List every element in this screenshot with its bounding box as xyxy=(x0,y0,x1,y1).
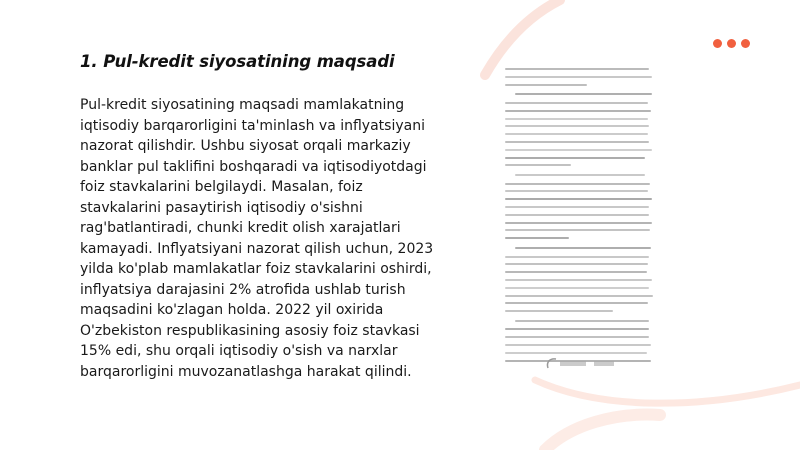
document-text-line xyxy=(515,247,651,249)
document-text-line xyxy=(505,287,649,289)
document-text-line xyxy=(505,295,653,297)
top-arc xyxy=(485,0,560,75)
slide-paragraph: Pul-kredit siyosatining maqsadi mamlakatning iqtisodiy barqarorligini ta'minlash va inflyatsiyani nazorat qilishdir. Ushbu siyosat orqali markaziy banklar pul taklifini boshqaradi va iqtisodiyotdagi foiz stavkalarini belgilaydi. Masalan, foiz stavkalarini pasaytirish iqtisodiy o'sishni rag'batlantiradi, chunki kredit olish xarajatlari kamayadi. Inflyatsiyani nazorat qilish uchun, 2023 yilda ko'plab mamlakatlar foiz stavkalarini oshirdi, inflyatsiya darajasini 2% atrofida ushlab turish maqsadini ko'zlagan holda. 2022 yil oxirida O'zbekiston respublikasining asosiy foiz stavkasi 15% edi, shu orqali iqtisodiy o'sish va narxlar barqarorligini muvozanatlashga harakat qilindi. xyxy=(80,97,434,380)
document-text-line xyxy=(505,237,569,239)
document-text-line xyxy=(505,279,652,281)
document-text-line xyxy=(505,256,649,258)
document-text-line xyxy=(505,190,648,192)
document-text-line xyxy=(505,344,651,346)
document-text-line xyxy=(505,229,650,231)
document-text-line xyxy=(515,174,645,176)
dot-icon xyxy=(727,39,736,48)
lower-swoosh xyxy=(545,415,660,450)
document-text-line xyxy=(505,328,649,330)
document-text-line xyxy=(515,93,652,95)
document-text-line xyxy=(505,352,647,354)
document-text-line xyxy=(505,68,649,70)
document-page-image xyxy=(503,66,663,372)
dot-icon xyxy=(741,39,750,48)
document-text-line xyxy=(505,76,652,78)
bottom-arc xyxy=(535,380,800,403)
document-text-line xyxy=(505,164,571,166)
document-text-line xyxy=(505,118,648,120)
document-text-line xyxy=(505,125,649,127)
decorative-dots xyxy=(713,39,750,48)
document-footer-mark xyxy=(544,356,619,371)
dot-icon xyxy=(713,39,722,48)
document-text-line xyxy=(505,222,652,224)
document-text-line xyxy=(505,133,648,135)
document-text-line xyxy=(505,110,651,112)
document-text-line xyxy=(505,84,587,86)
slide-title: 1. Pul-kredit siyosatining maqsadi xyxy=(80,52,395,71)
document-text-line xyxy=(505,271,647,273)
document-text-line xyxy=(505,336,649,338)
document-text-line xyxy=(505,302,648,304)
document-text-line xyxy=(505,102,648,104)
document-text-line xyxy=(505,263,648,265)
document-text-line xyxy=(505,157,645,159)
document-text-line xyxy=(505,183,650,185)
document-text-line xyxy=(505,310,613,312)
document-text-line xyxy=(505,214,649,216)
document-text-line xyxy=(505,149,652,151)
document-text-line xyxy=(515,320,649,322)
document-text-line xyxy=(505,206,649,208)
document-text-line xyxy=(505,141,649,143)
document-text-line xyxy=(505,198,652,200)
